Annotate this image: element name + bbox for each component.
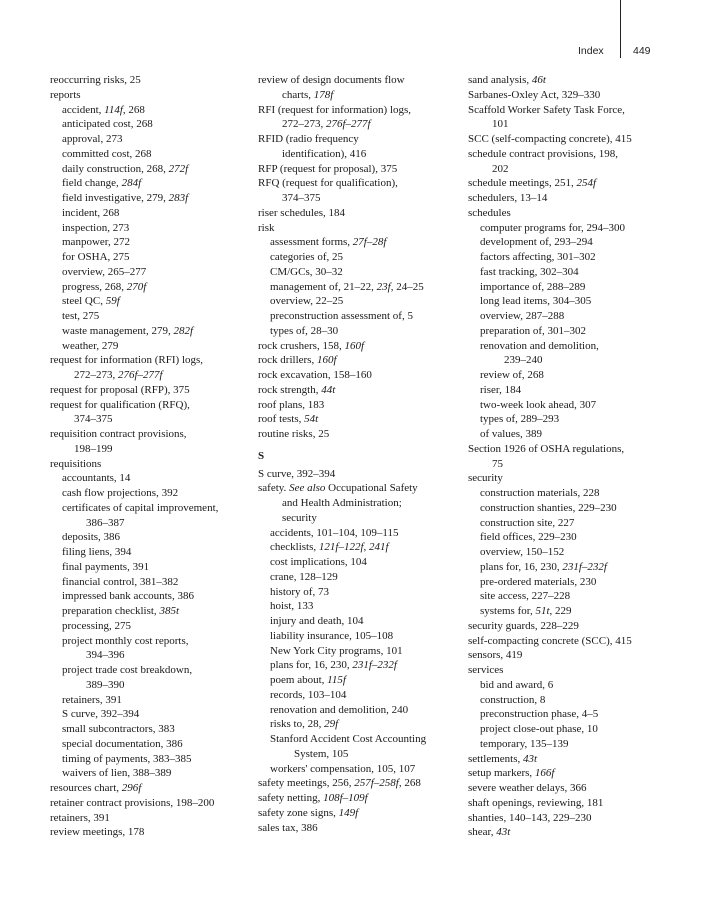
index-entry-continuation: 202 <box>492 162 509 175</box>
index-entry-continuation: identification), 416 <box>282 147 367 160</box>
index-entry-continuation: 374–375 <box>282 192 321 204</box>
index-subentry: types of, 289–293 <box>480 413 560 426</box>
index-subentry: for OSHA, 275 <box>62 251 130 263</box>
index-entry-continuation: charts, 178f <box>282 88 334 101</box>
index-subentry: factors affecting, 301–302 <box>480 251 596 263</box>
index-subentry: pre-ordered materials, 230 <box>480 575 597 588</box>
index-entry: review meetings, 178 <box>50 826 145 839</box>
header-divider-rule <box>620 0 621 58</box>
index-entry: request for information (RFI) logs, <box>50 354 204 367</box>
index-subentry: assessment forms, 27f–28f <box>270 236 387 249</box>
index-entry: schedule contract provisions, 198, <box>468 147 618 160</box>
index-subentry: overview, 150–152 <box>480 546 565 558</box>
index-subentry: New York City programs, 101 <box>270 644 403 657</box>
index-entry: RFQ (request for qualification), <box>258 177 398 190</box>
index-subentry: waivers of lien, 388–389 <box>62 767 172 780</box>
index-entry: rock excavation, 158–160 <box>258 369 372 381</box>
index-entry: RFP (request for proposal), 375 <box>258 162 398 175</box>
index-entry: Sarbanes-Oxley Act, 329–330 <box>468 88 601 101</box>
index-entry: setup markers, 166f <box>468 767 555 780</box>
index-subentry: riser, 184 <box>480 383 522 396</box>
index-entry: settlements, 43t <box>468 752 538 765</box>
index-subentry: construction, 8 <box>480 693 546 706</box>
index-subentry: renovation and demolition, 240 <box>270 703 409 716</box>
index-column-3 <box>468 73 678 840</box>
index-subentry: accident, 114f, 268 <box>62 103 145 116</box>
index-subentry: fast tracking, 302–304 <box>480 265 579 278</box>
index-entry-continuation: System, 105 <box>294 747 349 760</box>
index-section-letter: S <box>258 449 265 462</box>
index-subentry: daily construction, 268, 272f <box>62 162 189 175</box>
index-subentry: project close-out phase, 10 <box>480 723 598 735</box>
index-subentry: Stanford Accident Cost Accounting <box>270 733 427 745</box>
index-subentry: test, 275 <box>62 310 100 322</box>
index-entry: sand analysis, 46t <box>468 74 546 86</box>
index-entry: self-compacting concrete (SCC), 415 <box>468 634 632 647</box>
index-entry: SCC (self-compacting concrete), 415 <box>468 133 632 145</box>
index-entry: shaft openings, reviewing, 181 <box>468 796 604 809</box>
index-subentry: small subcontractors, 383 <box>62 723 175 735</box>
index-subentry: overview, 287–288 <box>480 310 565 322</box>
index-subentry: plans for, 16, 230, 231f–232f <box>480 560 607 573</box>
index-subentry: committed cost, 268 <box>62 147 152 160</box>
index-subentry: construction materials, 228 <box>480 487 600 499</box>
index-subentry: accountants, 14 <box>62 472 131 485</box>
index-entry: retainers, 391 <box>50 811 110 824</box>
index-subentry: project monthly cost reports, <box>62 634 189 647</box>
index-entry: schedulers, 13–14 <box>468 192 548 204</box>
index-entry: safety netting, 108f–109f <box>258 792 368 804</box>
index-subentry: construction site, 227 <box>480 516 575 529</box>
index-entry: schedule meetings, 251, 254f <box>468 177 597 190</box>
index-entry: roof tests, 54t <box>258 413 319 426</box>
index-entry: safety meetings, 256, 257f–258f, 268 <box>258 777 421 790</box>
index-entry: routine risks, 25 <box>258 428 330 440</box>
index-entry-continuation: 272–273, 276f–277f <box>74 369 163 381</box>
index-subentry: systems for, 51t, 229 <box>480 605 572 617</box>
index-subentry: injury and death, 104 <box>270 615 364 627</box>
index-subentry: computer programs for, 294–300 <box>480 221 625 234</box>
index-entry: sales tax, 386 <box>258 821 318 834</box>
page-number: 449 <box>633 45 651 57</box>
index-entry: requisitions <box>50 457 102 470</box>
index-entry: request for qualification (RFQ), <box>50 398 190 411</box>
index-subentry: cost implications, 104 <box>270 556 367 568</box>
index-subentry: impressed bank accounts, 386 <box>62 590 194 603</box>
index-entry: shanties, 140–143, 229–230 <box>468 811 592 824</box>
index-subentry: deposits, 386 <box>62 531 121 544</box>
index-entry-continuation: 75 <box>492 457 503 470</box>
index-entry: reports <box>50 88 81 101</box>
index-subentry: timing of payments, 383–385 <box>62 752 192 765</box>
index-entry: shear, 43t <box>468 826 511 839</box>
index-entry: security guards, 228–229 <box>468 619 579 632</box>
index-subentry: weather, 279 <box>62 339 119 352</box>
index-entry: RFI (request for information) logs, <box>258 103 412 116</box>
index-entry: requisition contract provisions, <box>50 428 187 440</box>
index-entry: safety. See also Occupational Safety <box>258 482 418 495</box>
index-subentry: categories of, 25 <box>270 251 343 263</box>
index-subentry: steel QC, 59f <box>62 295 120 308</box>
index-subentry: management of, 21–22, 23f, 24–25 <box>270 280 424 293</box>
index-entry: reoccurring risks, 25 <box>50 74 141 86</box>
index-subentry: records, 103–104 <box>270 688 347 701</box>
index-column-2 <box>258 73 458 835</box>
index-subentry: preconstruction assessment of, 5 <box>270 310 413 322</box>
index-subentry: types of, 28–30 <box>270 324 339 337</box>
index-subentry: preparation of, 301–302 <box>480 324 586 337</box>
index-entry: review of design documents flow <box>258 74 405 86</box>
index-subentry: hoist, 133 <box>270 600 314 613</box>
index-entry-continuation: 272–273, 276f–277f <box>282 118 371 131</box>
index-subentry: plans for, 16, 230, 231f–232f <box>270 659 397 672</box>
index-subentry: filing liens, 394 <box>62 546 132 558</box>
index-entry: safety zone signs, 149f <box>258 806 359 819</box>
index-entry: retainer contract provisions, 198–200 <box>50 796 215 809</box>
index-entry-continuation: 101 <box>492 118 509 131</box>
index-entry: security <box>468 472 503 485</box>
index-subentry: special documentation, 386 <box>62 737 183 750</box>
index-column-1 <box>50 73 250 840</box>
index-subentry: risks to, 28, 29f <box>270 718 339 731</box>
index-subentry: preparation checklist, 385t <box>62 605 179 617</box>
index-subentry: project trade cost breakdown, <box>62 664 193 676</box>
index-entry: severe weather delays, 366 <box>468 782 587 794</box>
index-subentry: waste management, 279, 282f <box>62 324 194 337</box>
index-subentry: overview, 22–25 <box>270 295 344 308</box>
index-subentry: construction shanties, 229–230 <box>480 501 617 514</box>
index-subentry: crane, 128–129 <box>270 570 338 583</box>
index-subentry: temporary, 135–139 <box>480 737 569 750</box>
index-subentry: poem about, 115f <box>270 674 346 686</box>
index-entry: rock strength, 44t <box>258 383 336 396</box>
running-header-title: Index <box>578 45 604 57</box>
index-subentry: preconstruction phase, 4–5 <box>480 708 599 721</box>
index-subentry: overview, 265–277 <box>62 265 147 278</box>
index-subentry: processing, 275 <box>62 619 132 632</box>
index-entry: risk <box>258 221 275 234</box>
index-subentry: financial control, 381–382 <box>62 575 179 588</box>
index-subentry: development of, 293–294 <box>480 236 593 249</box>
index-entry: Scaffold Worker Safety Task Force, <box>468 103 625 116</box>
index-subentry: workers' compensation, 105, 107 <box>270 762 416 775</box>
index-entry-continuation: security <box>282 511 317 524</box>
index-entry: services <box>468 664 504 676</box>
index-subentry: site access, 227–228 <box>480 590 571 603</box>
index-entry: resources chart, 296f <box>50 782 142 794</box>
index-subentry: progress, 268, 270f <box>62 280 147 293</box>
index-entry-continuation: 389–390 <box>86 678 125 691</box>
index-entry-continuation: 386–387 <box>86 516 125 529</box>
index-subentry: accidents, 101–104, 109–115 <box>270 526 399 539</box>
index-subentry: incident, 268 <box>62 206 120 219</box>
index-subentry: manpower, 272 <box>62 236 130 249</box>
index-entry: riser schedules, 184 <box>258 206 346 219</box>
index-subentry: cash flow projections, 392 <box>62 487 179 499</box>
index-entry: Section 1926 of OSHA regulations, <box>468 442 625 455</box>
index-entry-continuation: 239–240 <box>504 354 543 367</box>
index-entry: schedules <box>468 206 511 219</box>
index-subentry: field change, 284f <box>62 177 142 190</box>
index-subentry: field investigative, 279, 283f <box>62 192 189 204</box>
index-entry: roof plans, 183 <box>258 398 325 411</box>
index-subentry: importance of, 288–289 <box>480 280 586 293</box>
index-entry-continuation: 394–396 <box>86 649 125 662</box>
index-subentry: renovation and demolition, <box>480 339 599 352</box>
index-subentry: CM/GCs, 30–32 <box>270 265 343 278</box>
index-subentry: review of, 268 <box>480 369 544 381</box>
index-subentry: final payments, 391 <box>62 560 150 573</box>
index-subentry: two-week look ahead, 307 <box>480 398 597 411</box>
index-entry: request for proposal (RFP), 375 <box>50 383 190 396</box>
index-entry: sensors, 419 <box>468 649 523 662</box>
index-entry: rock crushers, 158, 160f <box>258 339 365 352</box>
index-subentry: liability insurance, 105–108 <box>270 629 394 642</box>
index-subentry: bid and award, 6 <box>480 678 554 691</box>
index-subentry: of values, 389 <box>480 428 543 440</box>
index-subentry: checklists, 121f–122f, 241f <box>270 541 389 554</box>
index-subentry: inspection, 273 <box>62 221 130 234</box>
index-entry: rock drillers, 160f <box>258 354 337 367</box>
index-entry-continuation: 198–199 <box>74 442 113 455</box>
index-subentry: S curve, 392–394 <box>62 708 140 721</box>
index-entry: RFID (radio frequency <box>258 133 359 145</box>
index-entry-continuation: and Health Administration; <box>282 497 402 509</box>
index-subentry: field offices, 229–230 <box>480 531 577 544</box>
index-subentry: certificates of capital improvement, <box>62 501 219 514</box>
index-entry: S curve, 392–394 <box>258 467 336 480</box>
index-subentry: approval, 273 <box>62 133 123 145</box>
index-subentry: anticipated cost, 268 <box>62 118 153 131</box>
index-subentry: long lead items, 304–305 <box>480 295 592 308</box>
index-subentry: history of, 73 <box>270 585 329 598</box>
index-subentry: retainers, 391 <box>62 693 122 706</box>
index-entry-continuation: 374–375 <box>74 413 113 426</box>
